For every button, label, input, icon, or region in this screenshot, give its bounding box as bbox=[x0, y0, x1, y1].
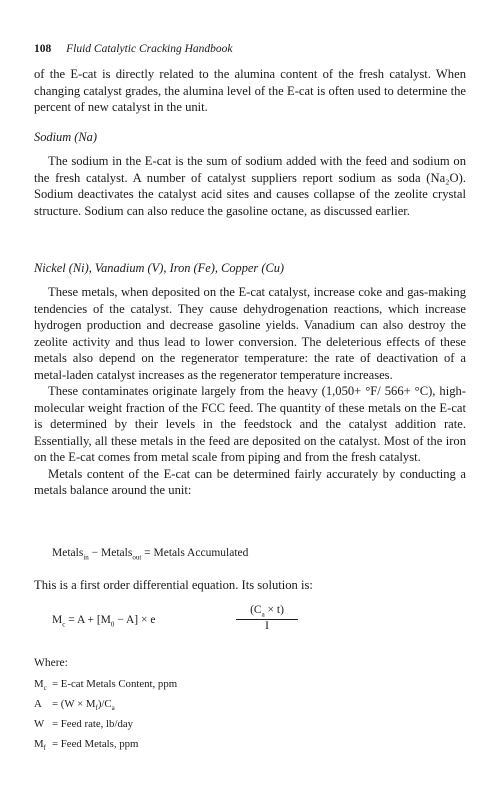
page-header bbox=[34, 43, 233, 55]
metals-paragraph-1: These metals, when deposited on the E-cat catalyst, increase coke and gas-making tendencies of the catalyst. They cause dehydrogenation reactions, which increase hydrogen production and decrease gasoline yields. Vanadium can also destroy the zeolite activity and thus lead to lower conversion. The deleterious effects of these metals also depend on the regenerator temperature: the rate of deactivation of a metal-laden catalyst increases as the regenerator temperature increases. bbox=[34, 285, 466, 382]
metals-heading: Nickel (Ni), Vanadium (V), Iron (Fe), Copper (Cu) bbox=[34, 261, 285, 275]
metals-paragraph-3: Metals content of the E-cat can be determined fairly accurately by conducting a metals balance around the unit: bbox=[34, 466, 466, 497]
sodium-heading: Sodium (Na) bbox=[34, 130, 97, 144]
where-label: Where: bbox=[34, 657, 68, 669]
differential-sentence: This is a first order differential equation. Its solution is: bbox=[34, 578, 313, 592]
sodium-section bbox=[34, 153, 466, 219]
page-number: 108 bbox=[34, 43, 52, 55]
variable-definitions bbox=[34, 676, 177, 757]
definition-row: $M_c = E-cat$ Metals Content, ppm bbox=[34, 678, 178, 693]
solution-equation: $M_c = A + [M_0 - A] \times e$ $\frac{(C_a \times t)}{I}$ bbox=[52, 604, 312, 644]
definition-row: W = Feed rate, lb/day bbox=[34, 718, 134, 731]
metals-balance-equation: Metals$_{in}$ − Metals$_{out}$ = Metals Accumulated bbox=[52, 547, 249, 562]
sodium-paragraph: The sodium in the E-cat is the sum of sodium added with the feed and sodium on the fresh catalyst. A number of catalyst suppliers report sodium as soda (Na₂O). Sodium deactivates the catalyst acid sites and causes collapse of the zeolite crystal structure. Sodium can also reduce the gasoline octane, as discussed earlier. bbox=[34, 154, 466, 218]
definition-row: $M_f$ = Feed Metals, ppm bbox=[34, 738, 139, 753]
definition-row: $A = (W \times M_f)/C_a$ bbox=[34, 698, 115, 713]
intro-paragraph-block bbox=[34, 66, 466, 116]
metals-section bbox=[34, 284, 466, 499]
exponent-fraction: $\frac{(C_a \times t)}{I}$ bbox=[236, 604, 298, 632]
running-title: Fluid Catalytic Cracking Handbook bbox=[66, 43, 233, 55]
metals-paragraph-2: These contaminates originate largely from the heavy (1,050+ °F/ 566+ °C), high-molecular weight fraction of the FCC feed. The quantity of these metals on the E-cat is determined by their levels in the feedstock and the catalyst addition rate. Essentially, all these metals in the feed are deposited on the catalyst. Most of the iron on the E-cat comes from metal scale from piping and from the fresh catalyst. bbox=[34, 384, 466, 464]
intro-paragraph: of the E-cat is directly related to the alumina content of the fresh catalyst. When changing catalyst grades, the alumina level of the E-cat is often used to determine the percent of new catalyst in the unit. bbox=[34, 67, 466, 114]
